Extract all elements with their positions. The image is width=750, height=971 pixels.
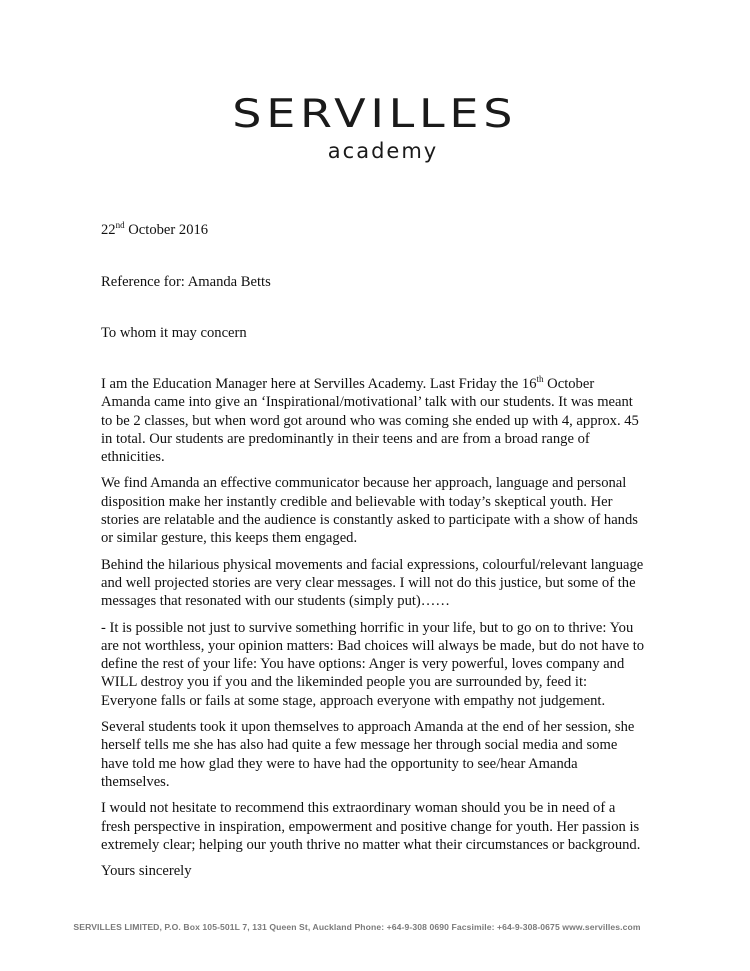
paragraph-intro-text-b: October Amanda came into give an ‘Inspirational/motivational’ talk with our students. It was meant to be 2 classes, but when word got around who was coming she ended up with 4, approx. 45 in total. Our students are predominantly in their teens and are from a broad range of ethnicities.	[101, 376, 639, 466]
logo-subtitle: academy	[327, 139, 439, 163]
reference-line: Reference for: Amanda Betts	[101, 274, 271, 290]
closing: Yours sincerely	[101, 863, 192, 879]
paragraph-students: Several students took it upon themselves to approach Amanda at the end of her session, she herself tells me she has also had quite a few message her through social media and some have told me how glad they were to have had the opportunity to see/hear Amanda themselves.	[101, 719, 635, 790]
paragraph-intro-sup: th	[536, 374, 544, 385]
paragraph-communicator: We find Amanda an effective communicator because her approach, language and personal disposition make her instantly credible and believable with today’s skeptical youth. Her stories are relatable and the audience is constantly asked to participate with a show of hands or similar gesture, this keeps them engaged.	[101, 475, 638, 547]
letterhead	[0, 92, 750, 164]
footer-contact: SERVILLES LIMITED, P.O. Box 105-501L 7, 131 Queen St, Auckland Phone: +64-9-308 0690 Facsimile: +64-9-308-0675 www.servilles.com	[73, 922, 641, 932]
logo-wordmark: SERVILLES	[232, 92, 518, 137]
paragraph-intro	[101, 375, 646, 466]
paragraph-intro-text-a: I am the Education Manager here at Servilles Academy. Last Friday the 16	[101, 376, 537, 392]
letter-body	[101, 375, 646, 862]
date-suffix: nd	[115, 220, 125, 231]
paragraph-message-list: - It is possible not just to survive something horrific in your life, but to go on to thrive: You are not worthless, your opinion matters: Bad choices will always be made, but do not have to define the rest of your life: You have options: Anger is very powerful, loves company and WILL destroy you if you and the likeminded people you are surrounded by, feed it: Everyone falls or fails at some stage, approach everyone with empathy not judgement.	[101, 619, 645, 709]
paragraph-recommendation: I would not hesitate to recommend this extraordinary woman should you be in need of a fresh perspective in inspiration, empowerment and positive change for youth. Her passion is extremely clear; helping our youth thrive no matter what their circumstances or background.	[101, 800, 641, 853]
paragraph-messages: Behind the hilarious physical movements and facial expressions, colourful/relevant language and well projected stories are very clear messages. I will not do this justice, but some of the messages that resonated with our students (simply put)……	[101, 556, 644, 610]
salutation: To whom it may concern	[101, 325, 247, 341]
date-day: 22	[101, 222, 116, 238]
logo-name	[0, 92, 750, 138]
letter-date	[101, 221, 646, 240]
date-rest: October 2016	[124, 222, 209, 238]
